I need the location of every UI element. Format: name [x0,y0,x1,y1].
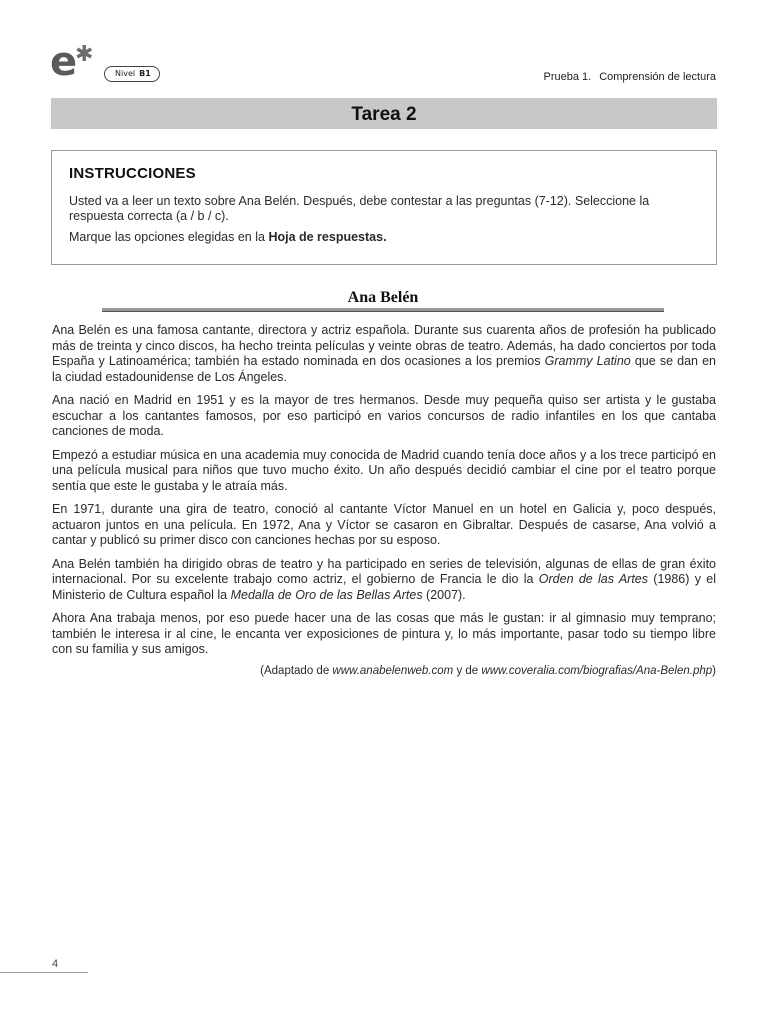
instructions-text: Usted va a leer un texto sobre Ana Belén. Después, debe contestar a las preguntas (7-12). Seleccione la respuesta correcta (a / b / c). [69,194,650,223]
article-paragraph [52,323,716,385]
award-name: Medalla de Oro de las Bellas Artes [230,587,423,602]
source-link-coveralia[interactable]: www.coveralia.com/biografias/Ana-Belen.php [481,665,713,677]
prueba-label: Prueba 1. [543,71,592,83]
task-title: Tarea 2 [351,104,417,125]
instructions-box [51,150,717,265]
instructions-mark-text [69,230,699,245]
instructions-title: INSTRUCCIONES [69,165,196,182]
paragraph-text: Ana Belén es una famosa cantante, directora y actriz española. Durante sus cuarenta años de profesión ha publicado más de treinta y cinco discos, ha hecho treinta películas y veinte obras de teatro. Además, ha dado conciertos por toda España y Latinoamérica; también ha estado nominada en dos ocasiones a los premios [52,323,716,368]
logo-star-icon: ✱ [75,42,94,67]
page-number: 4 [52,958,59,970]
answer-sheet-label: Hoja de respuestas. [268,230,387,244]
article-paragraph: Empezó a estudiar música en una academia muy conocida de Madrid cuando tenía doce años y a los trece participó en una película musical para niños que tuvo mucho éxito. Un año después decidió cambiar el cine por el teatro porque sentía que este le gustaba y le atraía más. [52,447,716,493]
section-label: Comprensión de lectura [599,71,716,83]
paragraph-text: que se dan en la ciudad estadounidense de Los Ángeles. [52,354,716,384]
source-mid: y de [453,665,482,677]
task-title-bar [51,98,717,129]
paragraph-text: Ana Belén también ha dirigido obras de teatro y ha participado en series de televisión, algunas de ellas de gran éxito internacional. Por su excelente trabajo como actriz, el gobierno de Francia le dio la [52,556,716,586]
paragraph-text: (1986) y el Ministerio de Cultura español la [52,572,716,602]
instructions-mark-prefix: Marque las opciones elegidas en la [69,230,269,244]
article-title: Ana Belén [347,289,419,306]
article-paragraph [52,557,716,604]
source-suffix: ) [712,665,716,677]
logo-letter-e: e [50,39,78,85]
source-prefix: (Adaptado de [260,665,333,677]
source-link-anabelenweb[interactable]: www.anabelenweb.com [332,665,454,677]
award-name: Grammy Latino [544,354,631,368]
nivel-label: Nivel [115,69,136,78]
title-rule-line [102,311,664,312]
article-body [52,323,716,666]
paragraph-text: (2007). [422,587,466,602]
eele-logo [50,39,104,86]
page-header [544,71,717,83]
article-paragraph: En 1971, durante una gira de teatro, conoció al cantante Víctor Manuel en un hotel en Galicia y, poco después, actuaron juntos en una película. En 1972, Ana y Víctor se casaron en Gibraltar. Después de casarse, Ana volvió a cantar y publicó su primer disco con canciones hechas por su esposo. [52,502,716,547]
page-number-rule [0,972,88,973]
nivel-value: B1 [139,69,151,78]
award-name: Orden de las Artes [538,572,648,586]
article-paragraph: Ahora Ana trabaja menos, por eso puede hacer una de las cosas que más le gustan: ir al gimnasio muy temprano; también le interesa ir al cine, le encanta ver exposiciones de pintura y, lo más importante, pasar todo su tiempo libre con su familia y sus amigos. [52,611,716,656]
nivel-badge [104,66,160,82]
source-citation [260,665,716,677]
article-paragraph: Ana nació en Madrid en 1951 y es la mayor de tres hermanos. Desde muy pequeña quiso ser artista y le gustaba escuchar a los cantantes famosos, por eso participó en varios concursos de radio infantiles en los que cantaba canciones de moda. [52,393,716,438]
